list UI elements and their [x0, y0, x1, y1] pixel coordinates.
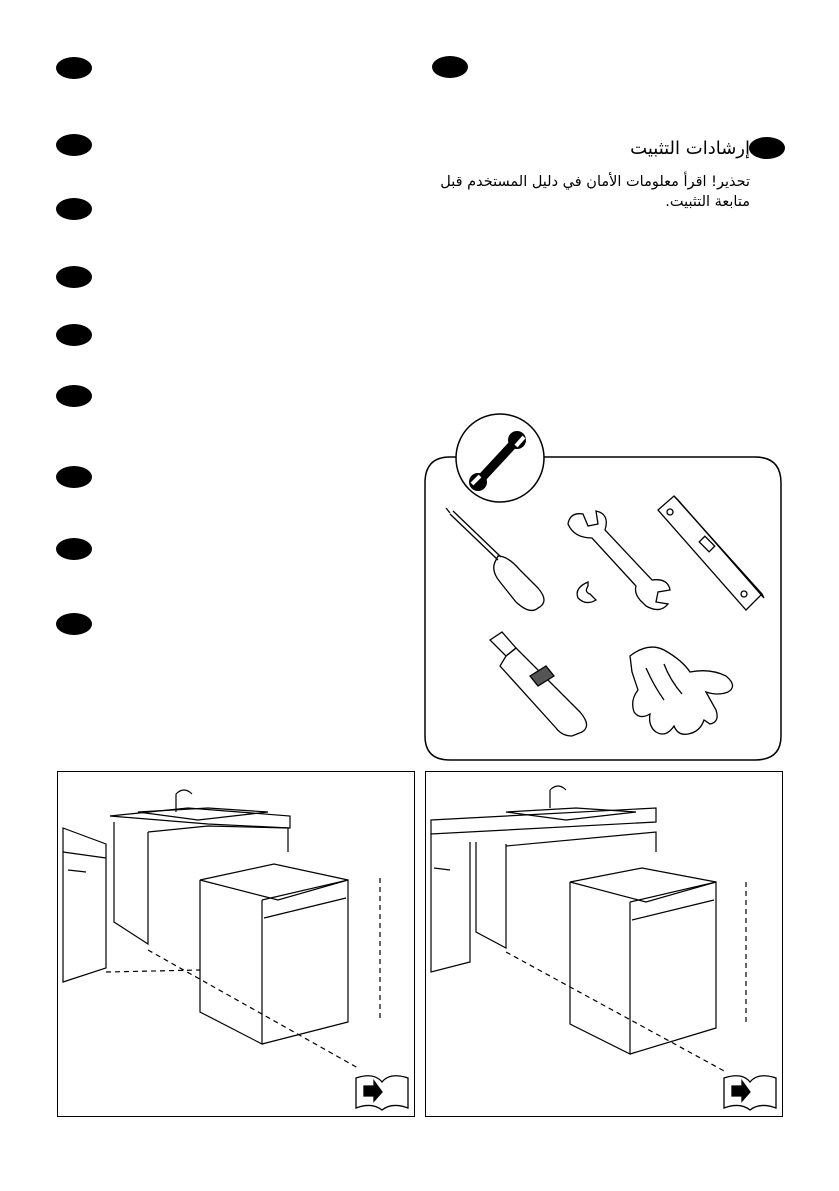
wrench-icon [456, 414, 544, 502]
warning-line: تحذير! اقرأ معلومات الأمان في دليل المستخدم قبل [440, 174, 750, 190]
gloves-icon [630, 647, 733, 734]
language-marker [56, 57, 92, 79]
language-marker [432, 56, 468, 78]
warning-text [432, 172, 750, 212]
screwdriver-icon [446, 508, 544, 610]
installation-diagram-right [425, 771, 783, 1117]
language-marker [56, 466, 92, 488]
book-arrow-icon [356, 1076, 408, 1110]
language-marker [56, 538, 92, 560]
language-marker [56, 134, 92, 156]
language-marker [56, 613, 92, 635]
spirit-level-icon [658, 496, 764, 610]
language-marker [749, 137, 785, 159]
language-marker [56, 385, 92, 407]
open-end-wrench-icon [568, 511, 670, 610]
language-marker [56, 198, 92, 220]
warning-line: متابعة التثبيت. [665, 194, 750, 210]
tools-panel [420, 410, 786, 766]
book-arrow-icon [724, 1076, 776, 1110]
language-marker [56, 324, 92, 346]
utility-knife-icon [490, 632, 587, 736]
language-marker [56, 266, 92, 288]
installation-diagram-left [57, 771, 415, 1117]
section-title: إرشادات التثبيت [630, 138, 750, 159]
